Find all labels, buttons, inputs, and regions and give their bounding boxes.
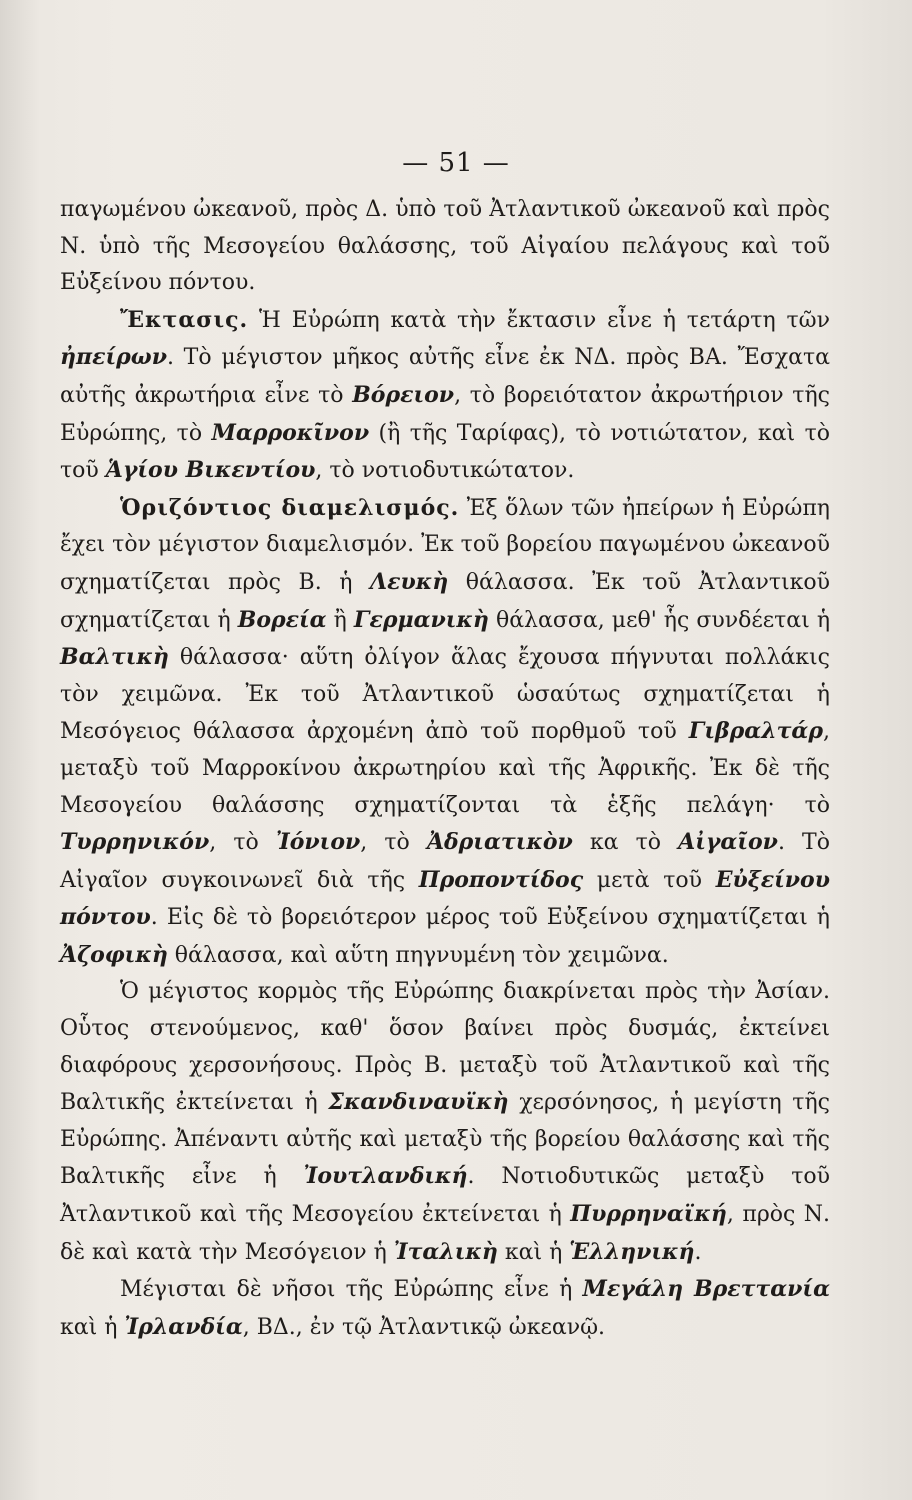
- text-run: . Τὸ μέγιστον μῆκος αὐτῆς εἶνε ἐκ ΝΔ. πρὸς ΒΑ. Ἔσχατα αὐτῆς ἀκρωτήρια εἶνε τὸ: [60, 345, 830, 408]
- text-run: . Εἰς δὲ τὸ βορειότερον μέρος τοῦ Εὐξείνου σχηματίζεται ἡ: [150, 905, 830, 931]
- emphasized-term: Αἰγαῖον: [678, 829, 778, 856]
- text-run: παγωμένου ὠκεανοῦ, πρὸς Δ. ὑπὸ τοῦ Ἀτλαντικοῦ ὠκεανοῦ καὶ πρὸς Ν. ὑπὸ τῆς Μεσογείου θαλάσσης, τοῦ Αἰγαίου πελάγους καὶ τοῦ Εὐξείνου πόντου.: [60, 197, 830, 296]
- text-run: χερσόνησος, ἡ μεγίστη τῆς Εὐρώπης. Ἀπέναντι αὐτῆς καὶ μεταξὺ τῆς βορείου θαλάσσης καὶ τῆς Βαλτικῆς εἶνε ἡ: [60, 1090, 830, 1190]
- text-run: κα τὸ: [572, 830, 679, 856]
- text-run: μετὰ τοῦ: [583, 867, 716, 893]
- emphasized-term: Ἰταλικὴ: [393, 1238, 498, 1265]
- text-run: .: [694, 1239, 702, 1265]
- paragraph-p2: [60, 490, 830, 975]
- text-run: , τὸ: [209, 830, 276, 856]
- emphasized-term: Μεγάλη Βρεττανία: [582, 1276, 831, 1303]
- text-run: καὶ ἡ: [497, 1239, 570, 1265]
- emphasized-term: Ἑλληνική: [569, 1238, 695, 1265]
- text-run: Ἐξ ὅλων τῶν ἠπείρων ἡ Εὐρώπη ἔχει τὸν μέγιστον διαμελισμόν. Ἐκ τοῦ βορείου παγωμένου ὠκεανοῦ σχηματίζεται πρὸς Β. ἡ: [60, 495, 830, 595]
- text-run: καὶ ἡ: [60, 1314, 125, 1340]
- emphasized-term: Ἀδριατικὸν: [426, 829, 573, 856]
- emphasized-term: Τυρρηνικόν: [60, 829, 210, 856]
- emphasized-term: Εὐξείνου πόντου: [60, 866, 830, 931]
- emphasized-term: Βορεία: [237, 606, 327, 633]
- emphasized-term: Μαρροκῖνον: [211, 419, 370, 446]
- paragraph-p3: [60, 974, 830, 1271]
- emphasized-term: Γερμανικὴ: [353, 606, 489, 633]
- text-run: θάλασσα. Ἐκ τοῦ Ἀτλαντικοῦ σχηματίζεται ἡ: [60, 569, 830, 633]
- emphasized-term: Ἰρλανδία: [124, 1313, 243, 1340]
- text-run: ἢ: [326, 607, 354, 633]
- emphasized-term: Ἰόνιον: [275, 829, 361, 856]
- section-heading: Ἔκτασις.: [120, 306, 249, 333]
- paragraph-p1: [60, 302, 830, 490]
- section-heading: Ὁριζόντιος διαμελισμός.: [120, 494, 460, 521]
- text-run: Μέγισται δὲ νῆσοι τῆς Εὐρώπης εἶνε ἡ: [120, 1277, 583, 1303]
- text-run: (ἢ τῆς Ταρίφας), τὸ νοτιώτατον, καὶ τὸ τοῦ: [60, 420, 830, 484]
- emphasized-term: Ἁγίου Βικεντίου: [105, 457, 316, 484]
- text-run: . Νοτιοδυτικῶς μεταξὺ τοῦ Ἀτλαντικοῦ καὶ τῆς Μεσογείου ἐκτείνεται ἡ: [60, 1164, 830, 1228]
- paragraph-p0: [60, 192, 830, 302]
- text-run: Ὁ μέγιστος κορμὸς τῆς Εὐρώπης διακρίνεται πρὸς τὴν Ἀσίαν. Οὗτος στενούμενος, καθ' ὅσον βαίνει πρὸς δυσμάς, ἐκτείνει διαφόρους χερσονήσους. Πρὸς Β. μεταξὺ τοῦ Ἀτλαντικοῦ καὶ τῆς Βαλτικῆς ἐκτείνεται ἡ: [60, 979, 830, 1116]
- emphasized-term: Πυρρηναϊκή: [570, 1201, 727, 1228]
- emphasized-term: Ἰουτλανδική: [303, 1163, 468, 1190]
- paragraph-p4: [60, 1271, 830, 1346]
- text-run: , πρὸς Ν. δὲ καὶ κατὰ τὴν Μεσόγειον ἡ: [60, 1202, 830, 1265]
- emphasized-term: ἠπείρων: [60, 344, 167, 371]
- text-run: θάλασσα· αὕτη ὀλίγον ἅλας ἔχουσα πήγνυται πολλάκις τὸν χειμῶνα. Ἐκ τοῦ Ἀτλαντικοῦ ὡσαύτως σχηματίζεται ἡ Μεσόγειος θάλασσα ἀρχομένη ἀπὸ τοῦ πορθμοῦ τοῦ: [60, 645, 830, 745]
- emphasized-term: Βόρειον: [352, 381, 455, 408]
- emphasized-term: Βαλτικὴ: [60, 644, 169, 671]
- emphasized-term: Σκανδιναυϊκὴ: [328, 1089, 509, 1116]
- text-run: . Τὸ Αἰγαῖον συγκοινωνεῖ διὰ τῆς: [60, 830, 830, 893]
- emphasized-term: Ἀζοφικὴ: [60, 941, 168, 968]
- text-run: Ἡ Εὐρώπη κατὰ τὴν ἔκτασιν εἶνε ἡ τετάρτη τῶν: [248, 307, 830, 333]
- text-run: , τὸ: [360, 830, 427, 856]
- page-number: — 51 —: [402, 148, 510, 178]
- text-run: θάλασσα, καὶ αὕτη πηγνυμένη τὸν χειμῶνα.: [167, 942, 669, 968]
- text-run: , τὸ νοτιοδυτικώτατον.: [315, 458, 575, 484]
- text-run: , τὸ βορειότατον ἀκρωτήριον τῆς Εὐρώπης, τὸ: [60, 382, 830, 446]
- text-run: θάλασσα, μεθ' ἧς συνδέεται ἡ: [488, 607, 831, 633]
- emphasized-term: Λευκὴ: [370, 568, 449, 595]
- body-text: [60, 192, 830, 1346]
- emphasized-term: Γιβραλτάρ: [688, 718, 823, 745]
- text-run: , μεταξὺ τοῦ Μαρροκίνου ἀκρωτηρίου καὶ τῆς Ἀφρικῆς. Ἐκ δὲ τῆς Μεσογείου θαλάσσης σχηματίζονται τὰ ἑξῆς πελάγη· τὸ: [60, 719, 830, 818]
- emphasized-term: Προποντίδος: [418, 866, 584, 893]
- text-run: , ΒΔ., ἐν τῷ Ἀτλαντικῷ ὠκεανῷ.: [242, 1314, 606, 1340]
